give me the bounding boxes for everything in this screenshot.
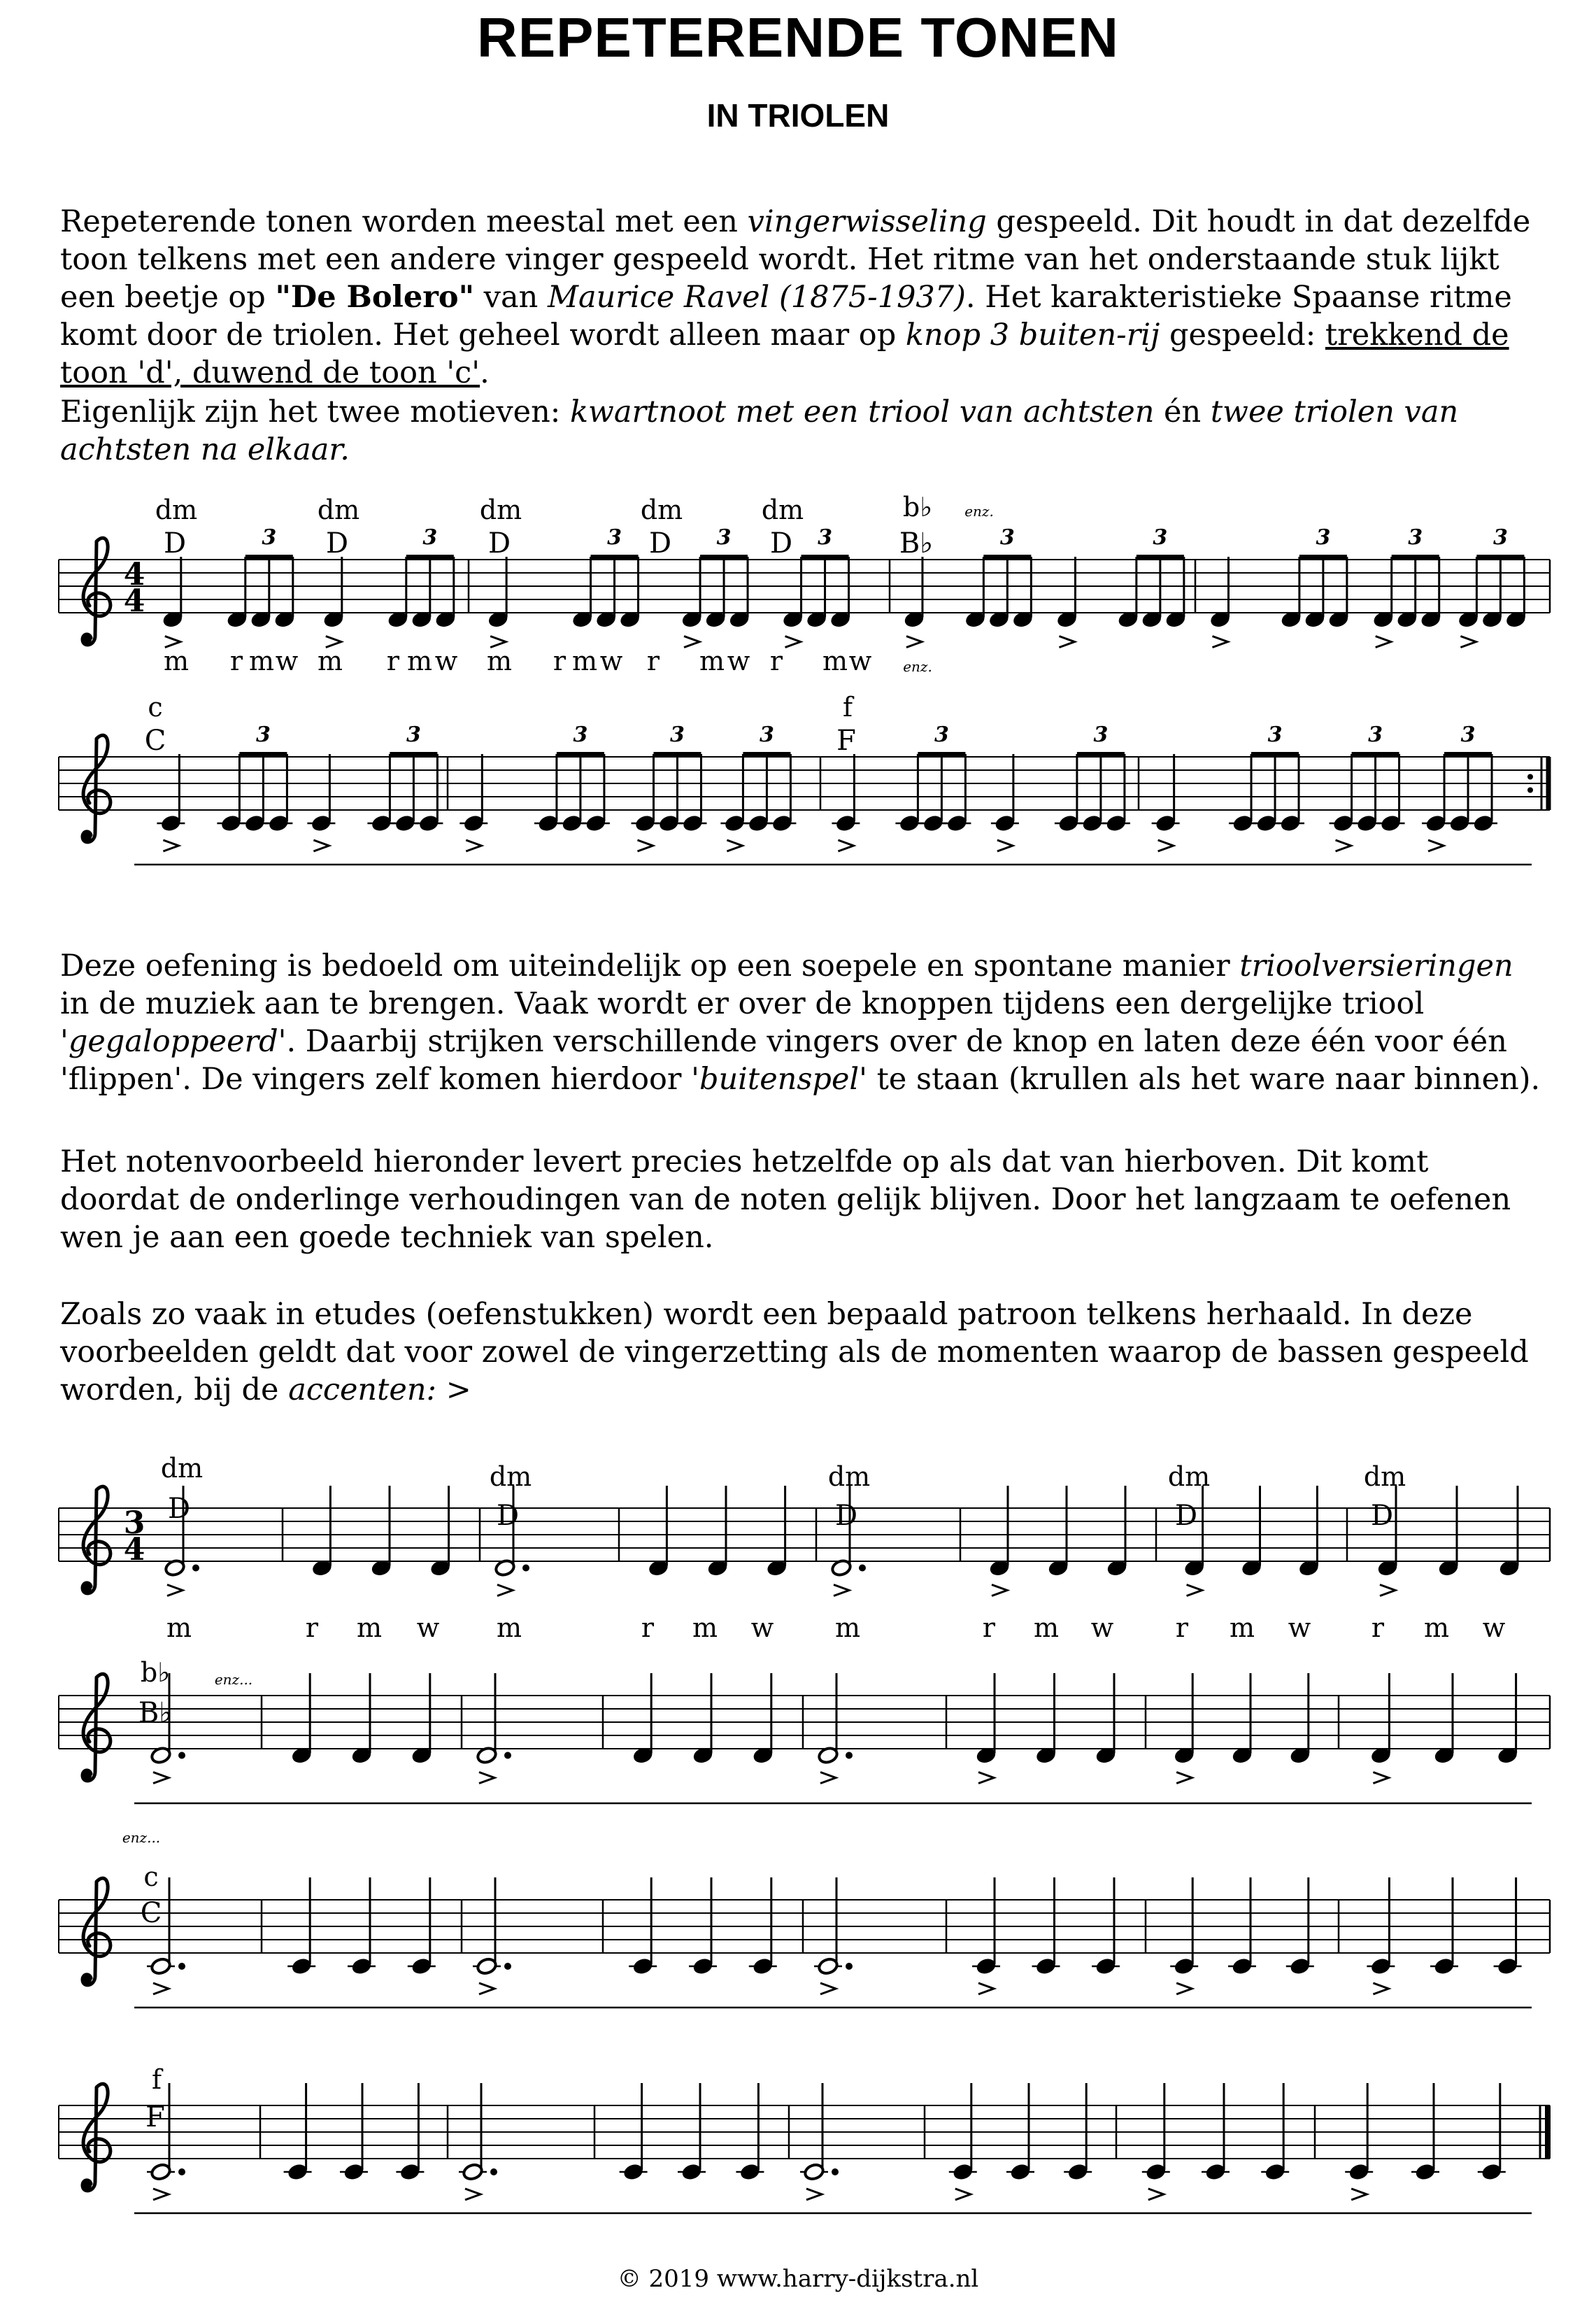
bass-label-F: F — [836, 725, 856, 757]
augmentation-dot — [859, 1565, 866, 1572]
chord-label-dm: dm — [160, 1453, 204, 1484]
bass-label-F: F — [145, 2101, 165, 2133]
chord-label-dm: dm — [155, 495, 198, 525]
treble-clef-dot — [82, 634, 92, 644]
motives-paragraph: Eigenlijk zijn het twee motieven: kwartnoot met een triool van achtsten én twee triolen van achtsten na elkaar. — [60, 395, 1459, 467]
fingering-m: m — [699, 646, 725, 676]
triplet-number: 3 — [1093, 723, 1109, 747]
beam — [1137, 555, 1184, 560]
fingering-r: r — [641, 1612, 655, 1643]
fingering-m: m — [496, 1612, 522, 1643]
triplet-number: 3 — [716, 525, 732, 550]
chord-label-dm: dm — [1167, 1461, 1211, 1492]
accent-mark — [838, 840, 853, 851]
repeat-dot — [1527, 788, 1533, 793]
chord-label-c: c — [143, 1861, 159, 1892]
beam — [1077, 752, 1125, 757]
triplet-number: 3 — [999, 525, 1015, 550]
fingering-w: w — [750, 1612, 774, 1643]
accent-mark — [1176, 1983, 1192, 1994]
treble-clef — [82, 1878, 111, 1985]
fingering-w: w — [848, 646, 872, 676]
accent-mark — [820, 1772, 836, 1784]
triplet-number: 3 — [818, 525, 832, 550]
accent-mark — [1336, 840, 1351, 851]
bass-label-C: C — [140, 1897, 162, 1929]
enz-label: enz... — [214, 1671, 253, 1688]
page-title: REPETERENDE TONEN — [477, 6, 1119, 69]
page-subtitle: IN TRIOLEN — [706, 97, 890, 134]
accent-mark — [820, 1983, 836, 1994]
beam — [239, 752, 287, 757]
example-paragraph: Het notenvoorbeeld hieronder levert precies hetzelfde op als dat van hierboven. Dit komt doordat de onderlinge verhoudingen van de noten gelijk blijven. Door het langzaam te oefenen wen je aan een goede techniek van spelen. — [60, 1144, 1511, 1255]
fingering-m: m — [571, 646, 598, 676]
fingering-r: r — [229, 646, 243, 676]
augmentation-dot — [522, 1565, 529, 1572]
bass-label-D: D — [496, 1500, 520, 1532]
accent-mark — [479, 1983, 494, 1994]
bass-label-D: D — [769, 527, 793, 560]
triplet-number: 3 — [422, 525, 438, 550]
fingering-r: r — [1175, 1612, 1189, 1643]
accent-mark — [1351, 2189, 1367, 2200]
fingering-m: m — [248, 646, 275, 676]
accent-mark — [153, 1772, 169, 1784]
treble-clef — [82, 735, 111, 842]
fingering-m: m — [822, 646, 848, 676]
treble-clef — [82, 2084, 111, 2191]
bass-label-Bb: B♭ — [138, 1697, 173, 1729]
triplet-number: 3 — [1460, 723, 1476, 747]
triplet-number: 3 — [406, 723, 421, 747]
accent-mark — [1176, 1772, 1192, 1784]
exercise-paragraph: Deze oefening is bedoeld om uiteindelijk op een soepele en spontane manier trioolversieringen in de muziek aan te brengen. Vaak wordt er over de knoppen tijdens een dergelijke triool 'gegaloppeerd'. Daarbij strijken verschillende vingers over de knop en laten deze één voor één 'flippen'. De vingers zelf komen hierdoor 'buitenspel' te staan (krullen als het ware naar binnen). — [60, 949, 1541, 1097]
bass-label-D: D — [325, 527, 349, 560]
accent-mark — [997, 840, 1013, 851]
triplet-number: 3 — [670, 723, 685, 747]
accent-mark — [806, 2189, 822, 2200]
beam — [983, 555, 1031, 560]
chord-label-bb: b♭ — [902, 492, 933, 523]
triplet-number: 3 — [1408, 525, 1423, 550]
chord-label-dm: dm — [1363, 1461, 1406, 1492]
accent-mark — [1148, 2189, 1164, 2200]
augmentation-dot — [504, 1752, 511, 1759]
pattern-paragraph: Zoals zo vaak in etudes (oefenstukken) wordt een bepaald patroon telkens herhaald. In deze voorbeelden geldt dat voor zowel de vingerzetting als de momenten waarop de bassen gespeeld worden, bij de accenten: > — [60, 1297, 1529, 1407]
time-signature-top: 4 — [123, 557, 145, 592]
beam — [245, 555, 293, 560]
accent-mark — [684, 637, 699, 648]
accent-mark — [1460, 637, 1476, 648]
accent-mark — [637, 840, 653, 851]
fingering-r: r — [386, 646, 400, 676]
beam — [653, 752, 701, 757]
treble-clef-dot — [82, 1975, 92, 1984]
bass-label-D: D — [167, 1493, 191, 1525]
beam — [1444, 752, 1492, 757]
accent-mark — [955, 2189, 971, 2200]
fingering-w: w — [1090, 1612, 1114, 1643]
treble-clef-shape — [83, 1674, 111, 1781]
accent-mark — [1373, 1772, 1388, 1784]
intro-paragraph: Repeterende tonen worden meestal met een vingerwisseling gespeeld. Dit houdt in dat dezelfde toon telkens met een andere vinger gespeeld wordt. Het ritme van het onderstaande stuk lijkt een beetje op "De Bolero" van Maurice Ravel (1875-1937). Het karakteristieke Spaanse ritme komt door de triolen. Het geheel wordt alleen maar op knop 3 buiten-rij gespeeld: trekkend de toon 'd', duwend de toon 'c'. — [60, 204, 1531, 390]
enz-label: enz. — [903, 658, 932, 675]
augmentation-dot — [192, 1565, 199, 1572]
bass-label-D: D — [163, 527, 187, 560]
chord-label-dm: dm — [761, 495, 804, 525]
chord-label-c: c — [148, 692, 163, 723]
fingering-m: m — [166, 1612, 192, 1643]
fingering-m: m — [1229, 1612, 1255, 1643]
bass-label-D: D — [1370, 1500, 1394, 1532]
beam — [1251, 752, 1299, 757]
triplet-number: 3 — [1492, 525, 1508, 550]
treble-clef — [82, 1674, 111, 1781]
fingering-m: m — [692, 1612, 718, 1643]
fingering-r: r — [982, 1612, 996, 1643]
augmentation-dot — [846, 1963, 853, 1970]
accent-mark — [785, 637, 801, 648]
accent-mark — [727, 840, 742, 851]
augmentation-dot — [490, 2168, 497, 2175]
accent-mark — [1212, 637, 1227, 648]
accent-mark — [1059, 637, 1074, 648]
beam — [1352, 752, 1399, 757]
accent-mark — [1373, 1983, 1388, 1994]
chord-label-bb: b♭ — [140, 1657, 171, 1688]
treble-clef-dot — [82, 1770, 92, 1780]
augmentation-dot — [832, 2168, 839, 2175]
fingering-w: w — [1288, 1612, 1311, 1643]
accent-mark — [1158, 840, 1174, 851]
beam — [743, 752, 790, 757]
chord-label-f: f — [842, 692, 853, 723]
augmentation-dot — [178, 1963, 185, 1970]
triplet-number: 3 — [1368, 723, 1383, 747]
augmentation-dot — [846, 1752, 853, 1759]
fingering-m: m — [163, 646, 190, 676]
bass-label-C: C — [144, 725, 166, 757]
accent-mark — [834, 1585, 849, 1596]
beam — [557, 752, 604, 757]
chord-label-f: f — [151, 2064, 162, 2095]
time-signature-top: 3 — [123, 1505, 145, 1541]
accent-mark — [497, 1585, 513, 1596]
accent-mark — [1380, 1585, 1395, 1596]
beam — [700, 555, 748, 560]
accent-mark — [992, 1585, 1007, 1596]
fingering-r: r — [305, 1612, 319, 1643]
accent-mark — [479, 1772, 494, 1784]
fingering-r: r — [646, 646, 660, 676]
triplet-number: 3 — [1267, 723, 1283, 747]
bass-label-Bb: B♭ — [899, 527, 934, 560]
beam — [390, 752, 437, 757]
fingering-w: w — [434, 646, 458, 676]
chord-label-dm: dm — [640, 495, 683, 525]
fingering-w: w — [727, 646, 750, 676]
bass-label-D: D — [1174, 1500, 1198, 1532]
chord-label-dm: dm — [827, 1461, 871, 1492]
fingering-r: r — [1371, 1612, 1385, 1643]
beam — [918, 752, 965, 757]
augmentation-dot — [178, 1752, 185, 1759]
accent-mark — [1376, 637, 1391, 648]
fingering-w: w — [1482, 1612, 1506, 1643]
augmentation-dot — [178, 2168, 185, 2175]
augmentation-dot — [504, 1963, 511, 1970]
treble-clef-shape — [83, 1878, 111, 1985]
bass-label-D: D — [648, 527, 672, 560]
triplet-number: 3 — [759, 723, 774, 747]
accent-mark — [465, 2189, 480, 2200]
fingering-m: m — [406, 646, 433, 676]
enz-label: enz... — [122, 1829, 161, 1846]
bass-label-D: D — [834, 1500, 858, 1532]
fingering-r: r — [769, 646, 783, 676]
fingering-m: m — [486, 646, 513, 676]
accent-mark — [978, 1772, 994, 1784]
treble-clef-dot — [82, 1583, 92, 1593]
beam — [1299, 555, 1347, 560]
accent-mark — [1187, 1585, 1202, 1596]
fingering-w: w — [275, 646, 299, 676]
chord-label-dm: dm — [479, 495, 522, 525]
treble-clef-dot — [82, 832, 92, 841]
treble-clef — [82, 1486, 111, 1593]
accent-mark — [313, 840, 329, 851]
fingering-w: w — [599, 646, 623, 676]
beam — [406, 555, 454, 560]
triplet-number: 3 — [607, 525, 622, 550]
beam — [1392, 555, 1439, 560]
time-signature-bottom: 4 — [123, 1532, 145, 1568]
treble-clef-dot — [82, 2180, 92, 2190]
triplet-number: 3 — [1153, 525, 1168, 550]
chord-label-dm: dm — [489, 1461, 532, 1492]
repeat-dot — [1527, 774, 1533, 780]
triplet-number: 3 — [262, 525, 277, 550]
fingering-w: w — [416, 1612, 440, 1643]
bass-label-D: D — [487, 527, 511, 560]
treble-clef — [82, 538, 111, 645]
triplet-number: 3 — [934, 723, 949, 747]
treble-clef-shape — [83, 735, 111, 842]
beam — [1476, 555, 1524, 560]
accent-mark — [153, 1983, 169, 1994]
enz-label: enz. — [964, 503, 994, 520]
treble-clef-shape — [83, 1486, 111, 1593]
treble-clef-shape — [83, 2084, 111, 2191]
fingering-m: m — [317, 646, 343, 676]
accent-mark — [153, 2189, 169, 2200]
time-signature-bottom: 4 — [123, 583, 145, 619]
fingering-m: m — [834, 1612, 861, 1643]
accent-mark — [466, 840, 481, 851]
fingering-m: m — [1033, 1612, 1060, 1643]
accent-mark — [978, 1983, 994, 1994]
accent-mark — [167, 1585, 183, 1596]
beam — [801, 555, 849, 560]
triplet-number: 3 — [255, 723, 271, 747]
accent-mark — [906, 637, 922, 648]
fingering-m: m — [1423, 1612, 1450, 1643]
treble-clef-shape — [83, 538, 111, 645]
triplet-number: 3 — [1316, 525, 1331, 550]
accent-mark — [1428, 840, 1444, 851]
copyright-footer: © 2019 www.harry-dijkstra.nl — [617, 2265, 979, 2293]
triplet-number: 3 — [573, 723, 588, 747]
chord-label-dm: dm — [317, 495, 360, 525]
fingering-m: m — [356, 1612, 383, 1643]
fingering-r: r — [553, 646, 567, 676]
beam — [591, 555, 639, 560]
accent-mark — [163, 840, 178, 851]
